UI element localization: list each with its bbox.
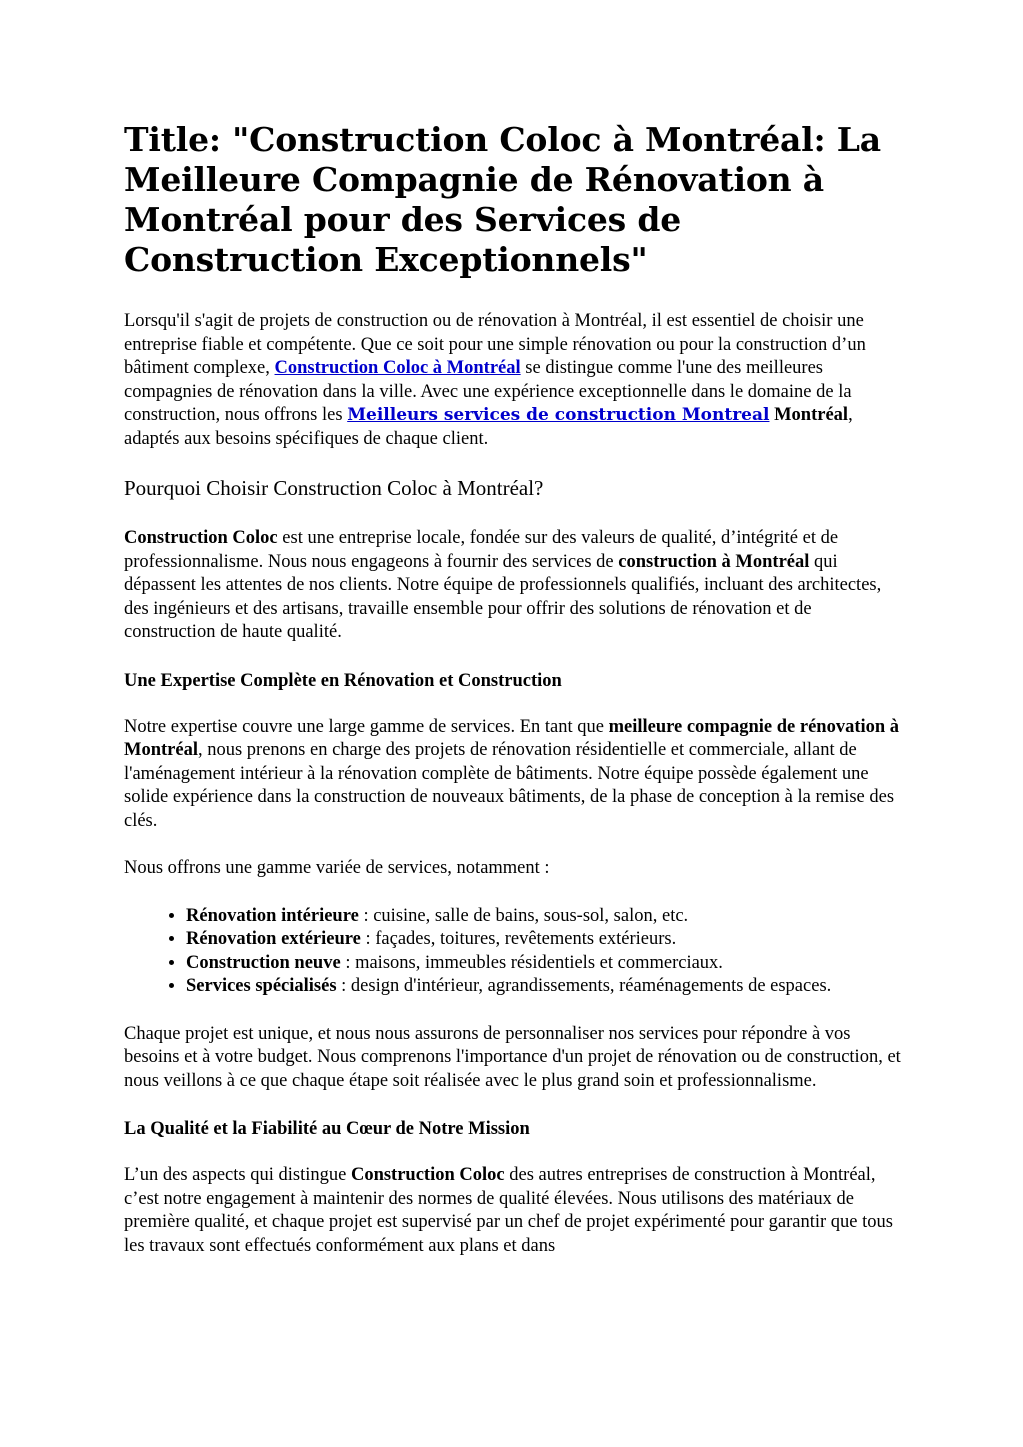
- intro-paragraph: [124, 310, 906, 451]
- service-name: Services spécialisés: [186, 976, 337, 996]
- expertise-text-2: , nous prenons en charge des projets de rénovation résidentielle et commerciale, allant de l'aménagement intérieur à la rénovation complète de bâtiments. Notre équipe possède également une solide expérience dans la construction de nouveaux bâtiments, de la phase de conception à la remise des clés.: [124, 740, 895, 831]
- heading-why-choose: Pourquoi Choisir Construction Coloc à Montréal?: [124, 476, 544, 500]
- document-page: [124, 120, 906, 1282]
- service-description: : façades, toitures, revêtements extérieurs.: [360, 929, 677, 949]
- why-bold-company: Construction Coloc: [124, 528, 278, 548]
- services-list: [124, 905, 906, 999]
- expertise-bold: meilleure compagnie de rénovation à Montréal: [124, 716, 900, 760]
- heading-expertise: Une Expertise Complète en Rénovation et Construction: [124, 670, 562, 691]
- quality-text-1: L’un des aspects qui distingue: [124, 1165, 351, 1185]
- service-description: : maisons, immeubles résidentiels et commerciaux.: [340, 952, 723, 973]
- service-description: : design d'intérieur, agrandissements, réaménagements de espaces.: [336, 976, 832, 996]
- quality-bold-company: Construction Coloc: [350, 1165, 505, 1185]
- expertise-paragraph: [124, 716, 906, 834]
- unique-paragraph: Chaque projet est unique, et nous nous assurons de personnaliser nos services pour répondre à vos besoins et à votre budget. Nous comprenons l'importance d'un projet de rénovation ou de construction, et nous veillons à ce que chaque étape soit réalisée avec le plus grand soin et professionnalisme.: [124, 1023, 901, 1091]
- services-intro: Nous offrons une gamme variée de services, notamment :: [124, 858, 550, 878]
- why-paragraph: [124, 527, 906, 645]
- service-description: : cuisine, salle de bains, sous-sol, salon, etc.: [358, 905, 689, 926]
- why-text-1: est une entreprise locale, fondée sur des valeurs de qualité, d’intégrité et de professionnalisme. Nous nous engageons à fournir des services de: [124, 528, 839, 572]
- intro-bold-montreal: Montréal: [774, 405, 849, 425]
- service-name: Construction neuve: [186, 952, 341, 973]
- list-item: [186, 928, 906, 952]
- service-name: Rénovation intérieure: [186, 905, 359, 926]
- service-name: Rénovation extérieure: [186, 929, 361, 949]
- quality-paragraph: [124, 1164, 906, 1258]
- quality-text-2: des autres entreprises de construction à Montréal, c’est notre engagement à maintenir des normes de qualité élevées. Nous utilisons des matériaux de première qualité, et chaque projet est supervisé par un chef de projet expérimenté pour garantir que tous les travaux sont effectués conformément aux plans et dans: [124, 1165, 893, 1256]
- intro-text-2: se distingue comme l'une des meilleures compagnies de rénovation dans la ville. Avec une expérience exceptionnelle dans le domaine de la construction, nous offrons les: [124, 358, 852, 425]
- list-item: [186, 975, 906, 999]
- list-item: [186, 952, 906, 976]
- expertise-text-1: Notre expertise couvre une large gamme de services. En tant que: [124, 716, 609, 737]
- intro-text-1: Lorsqu'il s'agit de projets de construction ou de rénovation à Montréal, il est essentiel de choisir une entreprise fiable et compétente. Que ce soit pour une simple rénovation ou pour la construction d’un bâtiment complexe,: [124, 311, 866, 378]
- meilleurs-services-link[interactable]: Meilleurs services de construction Montreal: [347, 405, 770, 425]
- why-text-2: qui dépassent les attentes de nos clients. Notre équipe de professionnels qualifiés, incluant des architectes, des ingénieurs et des artisans, travaille ensemble pour offrir des solutions de rénovation et de construction de haute qualité.: [124, 551, 882, 642]
- page-title: Title: "Construction Coloc à Montréal: La Meilleure Compagnie de Rénovation à Montréal pour des Services de Construction Exceptionnels": [124, 120, 881, 279]
- why-bold-construction: construction à Montréal: [618, 551, 810, 572]
- intro-text-4: , adaptés aux besoins spécifiques de chaque client.: [124, 405, 853, 449]
- construction-coloc-link[interactable]: Construction Coloc à Montréal: [274, 358, 521, 378]
- heading-quality: La Qualité et la Fiabilité au Cœur de Notre Mission: [124, 1119, 530, 1139]
- list-item: [186, 905, 906, 929]
